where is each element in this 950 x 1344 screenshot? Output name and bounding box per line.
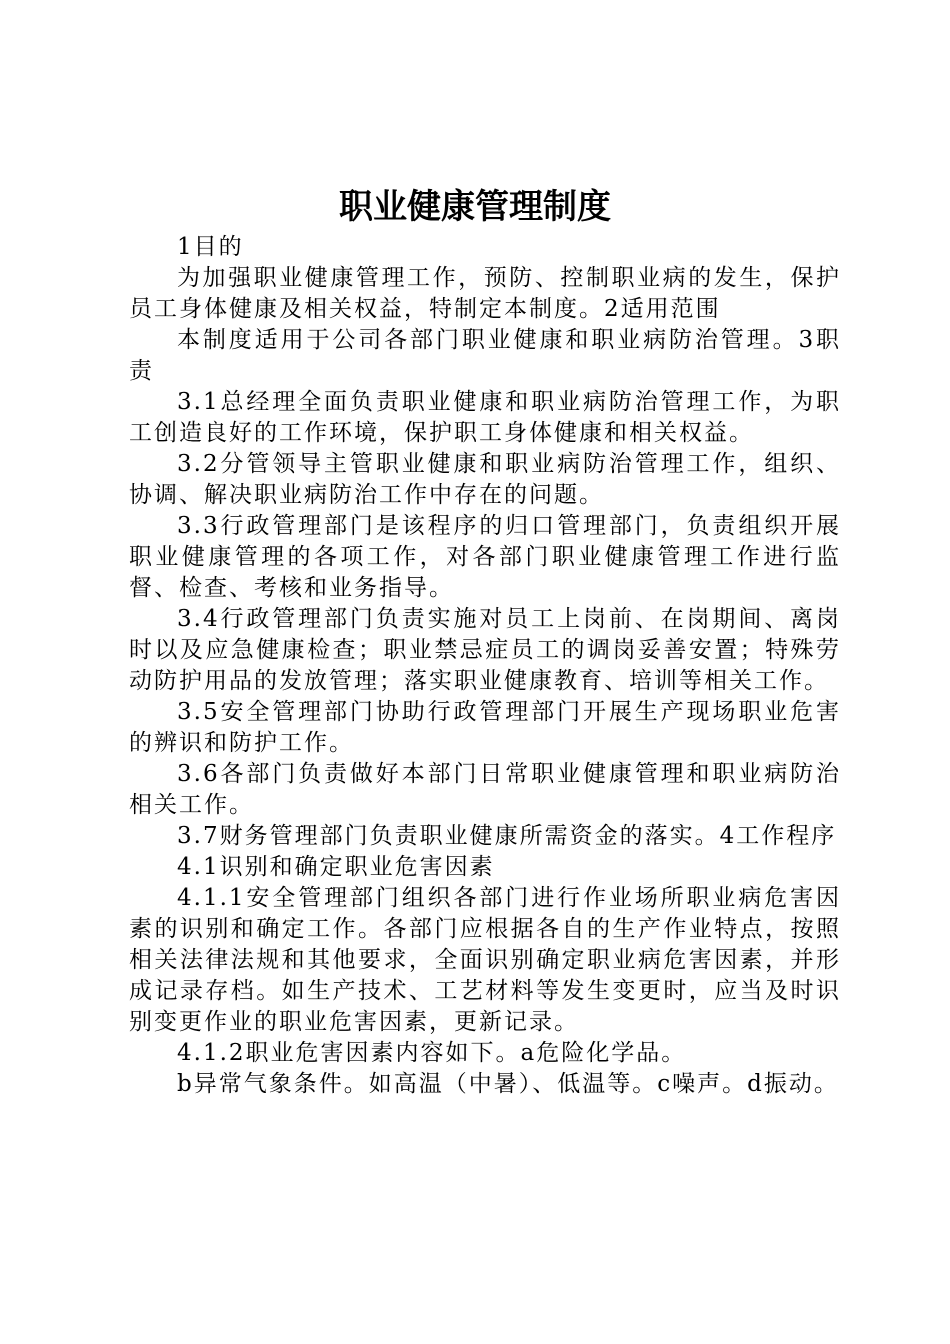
- paragraph-scope: 本制度适用于公司各部门职业健康和职业病防治管理。3职责: [129, 327, 841, 384]
- document-title: 职业健康管理制度: [339, 187, 611, 227]
- paragraph-purpose: 为加强职业健康管理工作，预防、控制职业病的发生，保护员工身体健康及相关权益，特制定本制度。2适用范围: [129, 265, 841, 322]
- paragraph-3-7: 3.7财务管理部门负责职业健康所需资金的落实。4工作程序: [177, 823, 837, 849]
- paragraph-3-3: 3.3行政管理部门是该程序的归口管理部门，负责组织开展职业健康管理的各项工作，对各部门职业健康管理工作进行监督、检查、考核和业务指导。: [129, 513, 841, 601]
- paragraph-4-1-1: 4.1.1安全管理部门组织各部门进行作业场所职业病危害因素的识别和确定工作。各部门应根据各自的生产作业特点，按照相关法律法规和其他要求，全面识别确定职业病危害因素，并形成记录存档。如生产技术、工艺材料等发生变更时，应当及时识别变更作业的职业危害因素，更新记录。: [129, 885, 841, 1035]
- paragraph-4-1-2: 4.1.2职业危害因素内容如下。a危险化学品。: [177, 1040, 687, 1066]
- paragraph-3-5: 3.5安全管理部门协助行政管理部门开展生产现场职业危害的辨识和防护工作。: [129, 699, 841, 756]
- section-heading-purpose: 1目的: [177, 234, 244, 260]
- paragraph-3-6: 3.6各部门负责做好本部门日常职业健康管理和职业病防治相关工作。: [129, 761, 841, 818]
- paragraph-3-1: 3.1总经理全面负责职业健康和职业病防治管理工作，为职工创造良好的工作环境，保护职工身体健康和相关权益。: [129, 389, 841, 446]
- paragraph-3-2: 3.2分管领导主管职业健康和职业病防治管理工作，组织、协调、解决职业病防治工作中存在的问题。: [129, 451, 841, 508]
- paragraph-4-1: 4.1识别和确定职业危害因素: [177, 854, 495, 880]
- paragraph-3-4: 3.4行政管理部门负责实施对员工上岗前、在岗期间、离岗时以及应急健康检查；职业禁忌症员工的调岗妥善安置；特殊劳动防护用品的发放管理；落实职业健康教育、培训等相关工作。: [129, 606, 841, 694]
- document-body: [129, 232, 841, 1100]
- paragraph-hazard-list: b异常气象条件。如高温（中暑）、低温等。c噪声。d振动。: [177, 1071, 839, 1097]
